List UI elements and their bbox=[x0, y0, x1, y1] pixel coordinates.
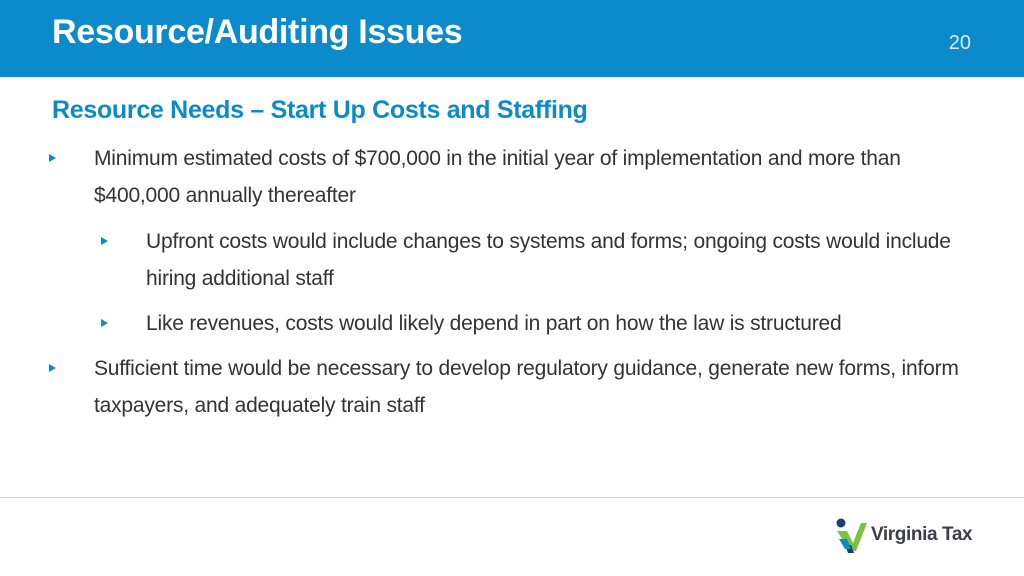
bullet-arrow-icon bbox=[49, 364, 56, 372]
bullet-arrow-icon bbox=[101, 237, 108, 245]
page-number: 20 bbox=[948, 32, 971, 54]
bullet-text: Like revenues, costs would likely depend in part on how the law is structured bbox=[146, 312, 842, 335]
logo-text: Virginia Tax bbox=[871, 524, 973, 545]
bullet-item bbox=[94, 140, 974, 214]
virginia-tax-logo-icon bbox=[835, 517, 869, 557]
sub-bullet-item bbox=[146, 305, 996, 342]
footer-divider bbox=[0, 497, 1024, 498]
bullet-arrow-icon bbox=[101, 319, 108, 327]
slide-title: Resource/Auditing Issues bbox=[52, 13, 463, 51]
title-bar bbox=[0, 0, 1024, 77]
bullet-text: Upfront costs would include changes to systems and forms; ongoing costs would include hiring additional staff bbox=[146, 230, 951, 290]
bullet-arrow-icon bbox=[49, 154, 56, 162]
virginia-tax-logo bbox=[835, 517, 985, 557]
bullet-text: Sufficient time would be necessary to develop regulatory guidance, generate new forms, inform taxpayers, and adequately train staff bbox=[94, 357, 959, 417]
bullet-text: Minimum estimated costs of $700,000 in the initial year of implementation and more than $400,000 annually thereafter bbox=[94, 147, 901, 207]
bullet-item bbox=[94, 350, 974, 424]
sub-bullet-item bbox=[146, 223, 966, 297]
section-heading: Resource Needs – Start Up Costs and Staffing bbox=[52, 96, 588, 124]
